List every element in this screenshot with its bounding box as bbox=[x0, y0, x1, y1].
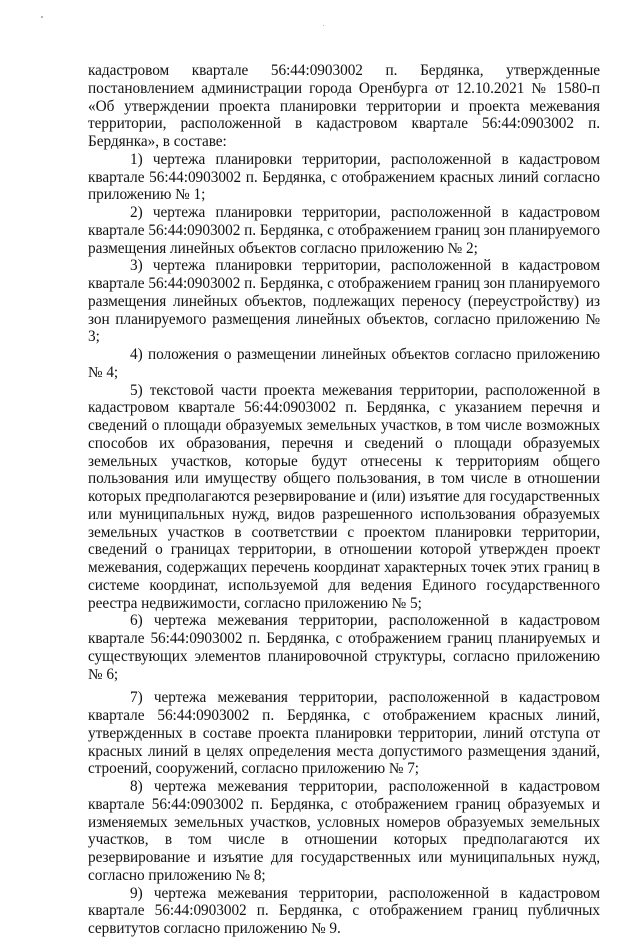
list-item-2: 2) чертежа планировки территории, расположенной в кадастровом квартале 56:44:0903002 п. Бердянка, с отображением границ зон планируемого размещения линейных объектов согласно приложению № 2; bbox=[88, 204, 600, 257]
list-item-6: 6) чертежа межевания территории, расположенной в кадастровом квартале 56:44:0903002 п. Бердянка, с отображением границ планируемых и существующих элементов планировочной структуры, согласно приложению № 6; bbox=[88, 612, 600, 683]
list-item-8: 8) чертежа межевания территории, расположенной в кадастровом квартале 56:44:0903002 п. Бердянка, с отображением границ образуемых и изменяемых земельных участков, условных номеров образуемых земельных участков, в том числе в отношении которых предполагаются их резервирование и изъятие для государственных или муниципальных нужд, согласно приложению № 8; bbox=[88, 778, 600, 884]
scan-speck bbox=[41, 16, 43, 18]
list-item-1: 1) чертежа планировки территории, расположенной в кадастровом квартале 56:44:0903002 п. Бердянка, с отображением красных линий согласно приложению № 1; bbox=[88, 150, 600, 204]
list-item-5: 5) текстовой части проекта межевания территории, расположенной в кадастровом квартале 56:44:0903002 п. Бердянка, с указанием перечня и сведений о площади образуемых земельных участков, в том числе возможных способов их образования, перечня и сведений о площади образуемых земельных участков, которые будут отнесены к территориям общего пользования или имуществу общего пользования, в том числе в отношении которых предполагаются резервирование и (или) изъятие для государственных или муниципальных нужд, видов разрешенного использования образуемых земельных участков в соответствии с проектом планировки территории, сведений о границах территории, в отношении которой утвержден проект межевания, содержащих перечень координат характерных точек этих границ в системе координат, используемой для ведения Единого государственного реестра недвижимости, согласно приложению № 5; bbox=[88, 381, 600, 612]
list-item-4: 4) положения о размещении линейных объектов согласно приложению № 4; bbox=[88, 346, 600, 381]
scan-speck bbox=[323, 25, 324, 26]
intro-paragraph: кадастровом квартале 56:44:0903002 п. Бердянка, утвержденные постановлением администрации города Оренбурга от 12.10.2021 № 1580-п «Об утверждении проекта планировки территории и проекта межевания территории, расположенной в кадастровом квартале 56:44:0903002 п. Бердянка», в составе: bbox=[88, 62, 600, 150]
document-page bbox=[88, 62, 600, 938]
list-item-9: 9) чертежа межевания территории, расположенной в кадастровом квартале 56:44:0903002 п. Бердянка, с отображением границ публичных сервитутов согласно приложению № 9. bbox=[88, 884, 600, 937]
list-item-3: 3) чертежа планировки территории, расположенной в кадастровом квартале 56:44:0903002 п. Бердянка, с отображением границ зон планируемого размещения линейных объектов, подлежащих переносу (переустройству) из зон планируемого размещения линейных объектов, согласно приложению № 3; bbox=[88, 257, 600, 346]
list-item-7: 7) чертежа межевания территории, расположенной в кадастровом квартале 56:44:0903002 п. Бердянка, с отображением красных линий, утвержденных в составе проекта планировки территории, линий отступа от красных линий в целях определения места допустимого размещения зданий, строений, сооружений, согласно приложению № 7; bbox=[88, 689, 600, 778]
